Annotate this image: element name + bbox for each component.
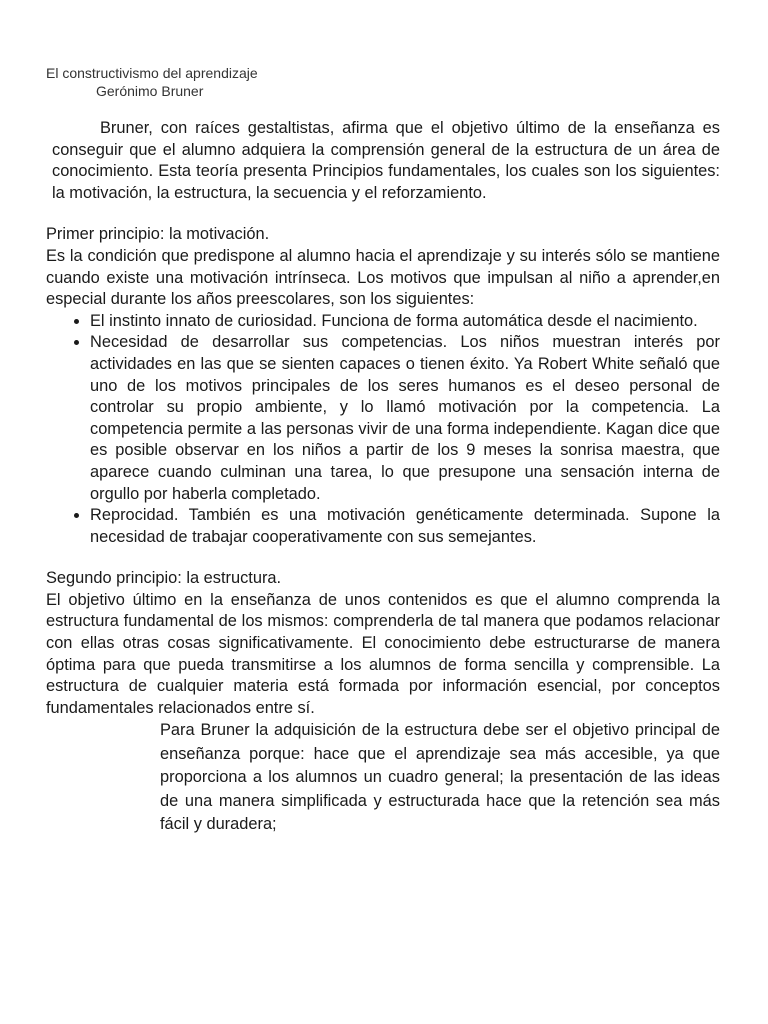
section2-quote: Para Bruner la adquisición de la estructura debe ser el objetivo principal de enseñanza porque: hace que el aprendizaje sea más accesible, ya que proporciona a los alumnos un cuadro general; la presentación de las ideas de una manera simplificada y estructurada hace que la retención sea más fácil y duradera; [160, 721, 720, 834]
list-item: • Necesidad de desarrollar sus competencias. Los niños muestran interés por actividades en las que se sienten capaces o tienen éxito. Ya Robert White señaló que uno de los motivos principales de los seres humanos es el deseo personal de controlar su propio ambiente, y lo llamó motivación por la competencia. La competencia permite a las personas vivir de una forma independiente. Kagan dice que es posible observar en los niños a partir de los 9 meses la sonrisa maestra, que aparece cuando culminan una tarea, lo que presupone una sensación interna de orgullo por haberla completado. [90, 332, 720, 505]
intro-paragraph: Bruner, con raíces gestaltistas, afirma que el objetivo último de la enseñanza es conseguir que el alumno adquiera la comprensión general de la estructura de un área de conocimiento. Esta teoría presenta Principios fundamentales, los cuales son los siguientes: la motivación, la estructura, la secuencia y el reforzamiento. [52, 119, 720, 202]
document-author: Gerónimo Bruner [96, 83, 204, 99]
document-title: El constructivismo del aprendizaje [46, 65, 258, 81]
section1-body: Es la condición que predispone al alumno hacia el aprendizaje y su interés sólo se mantiene cuando existe una motivación intrínseca. Los motivos que impulsan al niño a aprender,en especial durante los años preescolares, son los siguientes: [46, 246, 720, 309]
section1-heading: Primer principio: la motivación. [46, 225, 270, 244]
section2-body: El objetivo último en la enseñanza de unos contenidos es que el alumno comprenda la estructura fundamental de los mismos: comprenderla de tal manera que podamos relacionar con ellas otras cosas significativamente. El conocimiento debe estructurarse de manera óptima para que pueda transmitirse a los alumnos de forma sencilla y comprensible. La estructura de cualquier materia está formada por información esencial, por conceptos fundamentales relacionados entre sí. [46, 590, 720, 717]
section1-bullet-list [46, 311, 720, 549]
list-item: • Reprocidad. También es una motivación genéticamente determinada. Supone la necesidad de trabajar cooperativamente con sus semejantes. [90, 505, 720, 548]
section2-heading: Segundo principio: la estructura. [46, 569, 282, 588]
list-item: • El instinto innato de curiosidad. Funciona de forma automática desde el nacimiento. [90, 311, 720, 333]
